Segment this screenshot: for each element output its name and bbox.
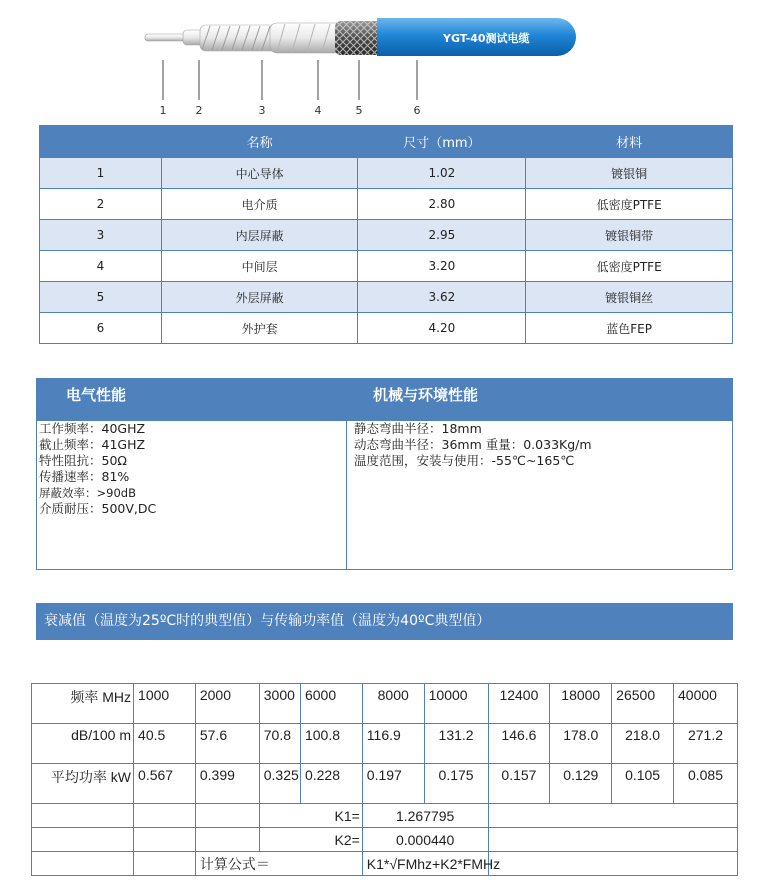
electrical-specs xyxy=(37,421,344,569)
frequency-cell: 26500 xyxy=(612,684,674,724)
attenuation-banner: 衰减值（温度为25ºC时的典型值）与传输功率值（温度为40ºC典型值） xyxy=(36,603,733,640)
frequency-cell: 12400 xyxy=(488,684,550,724)
row-size: 1.02 xyxy=(358,158,526,189)
spec-line: 截止频率：41GHZ xyxy=(39,437,146,452)
frequency-cell: 10000 xyxy=(424,684,488,724)
frequency-row xyxy=(32,684,738,724)
empty-cell xyxy=(488,852,737,876)
row-size: 2.95 xyxy=(358,220,526,251)
power-cell: 0.085 xyxy=(674,764,738,804)
power-cell: 0.105 xyxy=(612,764,674,804)
table-row xyxy=(40,282,733,313)
row-name: 电介质 xyxy=(161,189,358,220)
performance-header xyxy=(37,379,732,421)
attenuation-cell: 116.9 xyxy=(362,724,424,764)
header-name: 名称 xyxy=(161,126,358,158)
row-name: 外护套 xyxy=(161,313,358,344)
header-size: 尺寸（mm） xyxy=(358,126,526,158)
attenuation-cell: 70.8 xyxy=(259,724,300,764)
empty-cell xyxy=(195,804,259,828)
attenuation-row xyxy=(32,724,738,764)
header-number xyxy=(40,126,162,158)
row-size: 3.62 xyxy=(358,282,526,313)
row-name: 中间层 xyxy=(161,251,358,282)
row-size: 3.20 xyxy=(358,251,526,282)
attenuation-cell: 271.2 xyxy=(674,724,738,764)
row-material: 低密度PTFE xyxy=(526,189,733,220)
column-divider xyxy=(346,421,347,569)
attenuation-cell: 57.6 xyxy=(195,724,259,764)
row-material: 镀银铜 xyxy=(526,158,733,189)
row-number: 6 xyxy=(40,313,162,344)
k2-value: 0.000440 xyxy=(362,828,488,852)
attenuation-cell: 40.5 xyxy=(134,724,196,764)
power-cell: 0.567 xyxy=(134,764,196,804)
inner-shield-tape xyxy=(200,25,280,51)
spec-line: 特性阻抗：50Ω xyxy=(39,453,127,468)
k1-row xyxy=(32,804,738,828)
callout-number: 4 xyxy=(314,104,322,117)
row-material: 蓝色FEP xyxy=(526,313,733,344)
mechanical-specs xyxy=(352,421,724,569)
dimension-table xyxy=(39,125,733,344)
frequency-cell: 2000 xyxy=(195,684,259,724)
power-label: 平均功率 kW xyxy=(32,764,134,804)
callout-number: 5 xyxy=(355,104,363,117)
row-number: 1 xyxy=(40,158,162,189)
attenuation-table xyxy=(31,683,738,876)
table-row xyxy=(40,220,733,251)
header-material: 材料 xyxy=(526,126,733,158)
spec-line: 工作频率：40GHZ xyxy=(39,421,146,436)
k1-value: 1.267795 xyxy=(362,804,488,828)
table-header-row xyxy=(40,126,733,158)
attenuation-cell: 100.8 xyxy=(300,724,362,764)
frequency-label: 频率 MHz xyxy=(32,684,134,724)
spec-line: 介质耐压：500V,DC xyxy=(39,501,157,516)
row-name: 外层屏蔽 xyxy=(161,282,358,313)
power-cell: 0.399 xyxy=(195,764,259,804)
attenuation-cell: 218.0 xyxy=(612,724,674,764)
frequency-cell: 1000 xyxy=(134,684,196,724)
cable-model-label: YGT-40测试电缆 xyxy=(443,32,530,45)
spec-line: 动态弯曲半径：36mm 重量：0.033Kg/m xyxy=(354,437,592,452)
empty-cell xyxy=(488,828,737,852)
power-cell: 0.325 xyxy=(259,764,300,804)
frequency-cell: 40000 xyxy=(674,684,738,724)
formula-row xyxy=(32,852,738,876)
frequency-cell: 6000 xyxy=(300,684,362,724)
electrical-title: 电气性能 xyxy=(66,386,127,404)
frequency-cell: 3000 xyxy=(259,684,300,724)
empty-cell xyxy=(488,804,737,828)
row-material: 镀银铜带 xyxy=(526,220,733,251)
table-row xyxy=(40,313,733,344)
row-name: 内层屏蔽 xyxy=(161,220,358,251)
power-cell: 0.228 xyxy=(300,764,362,804)
k2-label: K2= xyxy=(259,828,362,852)
frequency-cell: 8000 xyxy=(362,684,424,724)
row-number: 3 xyxy=(40,220,162,251)
attenuation-cell: 146.6 xyxy=(488,724,550,764)
performance-panel xyxy=(36,378,733,570)
table-row xyxy=(40,251,733,282)
empty-cell xyxy=(134,804,196,828)
callout-number: 2 xyxy=(195,104,203,117)
attenuation-label: dB/100 m xyxy=(32,724,134,764)
empty-cell xyxy=(32,804,134,828)
row-size: 4.20 xyxy=(358,313,526,344)
formula-value: K1*√FMhz+K2*FMHz xyxy=(362,852,488,876)
mechanical-title: 机械与环境性能 xyxy=(373,386,479,404)
empty-cell xyxy=(195,828,259,852)
cable-cross-section-illustration xyxy=(0,0,776,120)
row-material: 镀银铜丝 xyxy=(526,282,733,313)
power-cell: 0.157 xyxy=(488,764,550,804)
frequency-cell: 18000 xyxy=(550,684,612,724)
row-material: 低密度PTFE xyxy=(526,251,733,282)
attenuation-cell: 131.2 xyxy=(424,724,488,764)
power-cell: 0.129 xyxy=(550,764,612,804)
power-row xyxy=(32,764,738,804)
row-number: 2 xyxy=(40,189,162,220)
row-size: 2.80 xyxy=(358,189,526,220)
row-name: 中心导体 xyxy=(161,158,358,189)
formula-label: 计算公式＝ xyxy=(195,852,362,876)
callout-number: 6 xyxy=(413,104,421,117)
attenuation-cell: 178.0 xyxy=(550,724,612,764)
spec-line: 温度范围，安装与使用：-55℃~165℃ xyxy=(354,453,575,468)
empty-cell xyxy=(32,828,134,852)
table-row xyxy=(40,158,733,189)
empty-cell xyxy=(134,852,196,876)
k2-row xyxy=(32,828,738,852)
row-number: 5 xyxy=(40,282,162,313)
table-row xyxy=(40,189,733,220)
power-cell: 0.175 xyxy=(424,764,488,804)
row-number: 4 xyxy=(40,251,162,282)
spec-line: 静态弯曲半径：18mm xyxy=(354,421,482,436)
empty-cell xyxy=(134,828,196,852)
power-cell: 0.197 xyxy=(362,764,424,804)
spec-line: 传播速率：81% xyxy=(39,469,130,484)
callout-number: 3 xyxy=(258,104,266,117)
callout-number: 1 xyxy=(159,104,167,117)
k1-label: K1= xyxy=(259,804,362,828)
empty-cell xyxy=(32,852,134,876)
spec-line: 屏蔽效率：>90dB xyxy=(39,486,136,500)
